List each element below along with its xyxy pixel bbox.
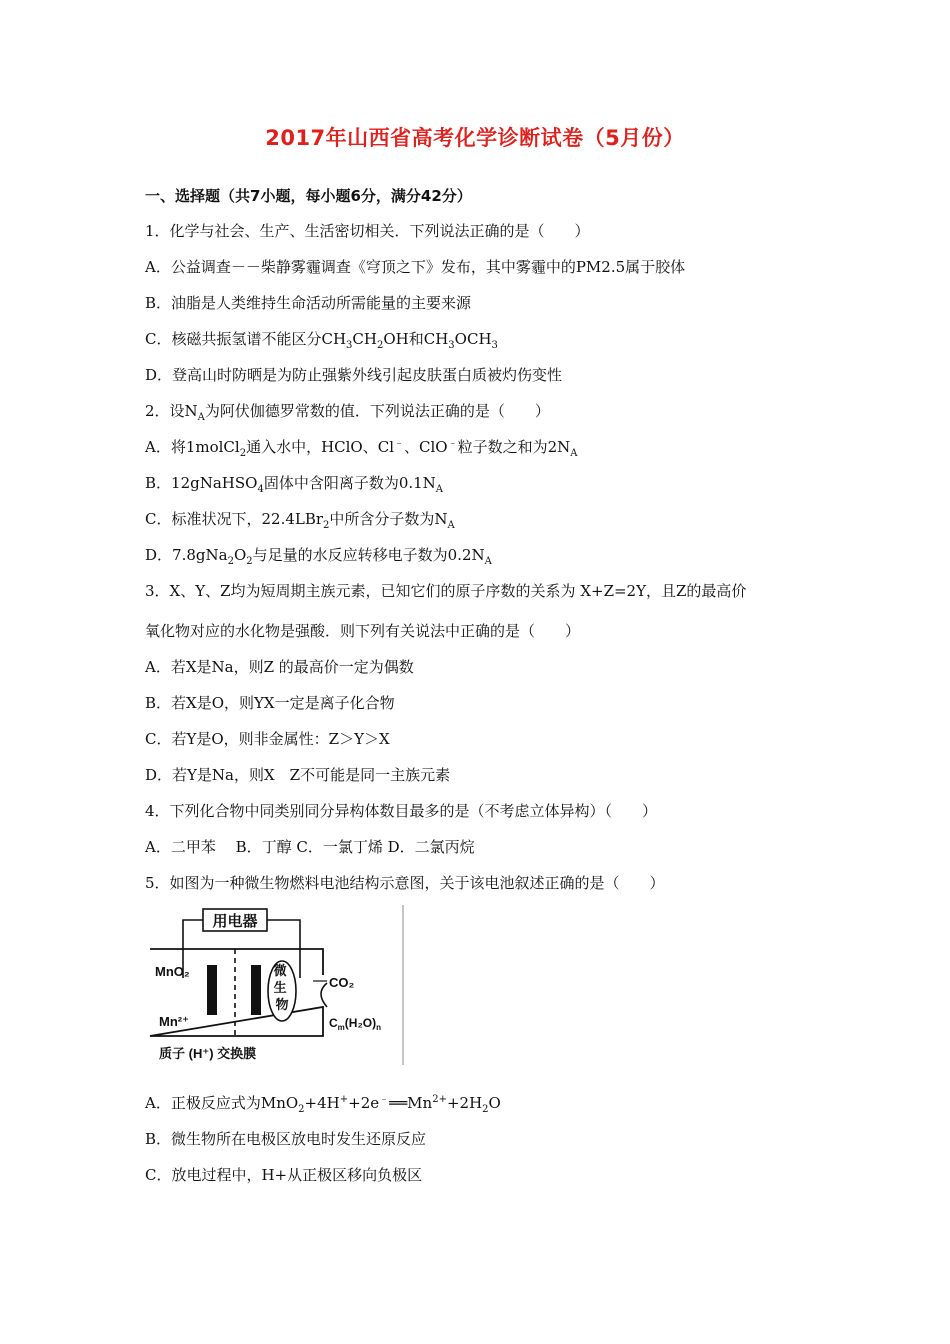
q2-option-c: C．标准状况下，22.4LBr$_2$中所含分子数为$N_A$ (145, 510, 455, 531)
q5-stem: 5．如图为一种微生物燃料电池结构示意图，关于该电池叙述正确的是（ ） (145, 874, 665, 892)
page-title: 2017年山西省高考化学诊断试卷（5月份） (265, 126, 685, 150)
q3-stem-line2: 氧化物对应的水化物是强酸．则下列有关说法中正确的是（ ） (145, 622, 581, 640)
q2-stem: 2．设$N_A$为阿伏伽德罗常数的值．下列说法正确的是（ ） (145, 402, 550, 423)
q4-stem: 4．下列化合物中同类别同分异构体数目最多的是（不考虑立体异构）（ ） (145, 802, 658, 820)
q1-stem: 1．化学与社会、生产、生活密切相关．下列说法正确的是（ ） (145, 222, 590, 240)
membrane-label: 质子 (H⁺) 交换膜 (159, 1046, 257, 1061)
negative-electrode (251, 965, 261, 1015)
q5-option-c: C．放电过程中，H+从正极区移向负极区 (145, 1166, 423, 1184)
q2-option-b: B．12gNaHSO$_4$固体中含阳离子数为$0.1N_A$ (145, 474, 444, 495)
reaction-arrow (321, 983, 327, 1007)
q1-option-b: B．油脂是人类维持生命活动所需能量的主要来源 (145, 294, 472, 312)
q1-option-a: A．公益调查－－柴静雾霾调查《穹顶之下》发布，其中雾霾中的PM2.5属于胶体 (145, 258, 686, 276)
q3-option-a: A．若X是Na，则Z 的最高价一定为偶数 (145, 658, 414, 676)
q3-option-b: B．若X是O，则YX一定是离子化合物 (145, 694, 395, 712)
q5-option-a: A．正极反应式为$MnO_2+4H^++2e^﹣══Mn^{2+}+2H_2O$ (145, 1094, 501, 1115)
device-label: 用电器 (212, 913, 258, 930)
q3-option-c: C．若Y是O，则非金属性：Z＞Y＞X (145, 730, 390, 748)
q1-option-c: C．核磁共振氢谱不能区分$CH_3CH_2OH$和$CH_3OCH_3$ (145, 330, 498, 351)
microbe-label: 微 生 物 (273, 963, 289, 1012)
positive-electrode (207, 965, 217, 1015)
mn-label: Mn²⁺ (159, 1014, 189, 1029)
carbohydrate-label: $C_m(H_2O)_n$ (329, 1016, 382, 1032)
q2-option-d: D．$7.8gNa_2O_2$与足量的水反应转移电子数为$0.2N_A$ (145, 546, 492, 567)
co2-label: CO₂ (329, 975, 355, 990)
q3-option-d: D．若Y是Na，则X Z不可能是同一主族元素 (145, 766, 451, 784)
mno2-label: MnO₂ (155, 964, 190, 979)
section-heading: 一、选择题（共7小题，每小题6分，满分42分） (145, 187, 472, 205)
q4-options: A．二甲苯 B．丁醇 C．一氯丁烯 D．二氯丙烷 (145, 838, 475, 856)
q2-option-a: A．将1molCl$_2$通入水中，HClO、Cl﹣、ClO﹣粒子数之和为$2N_A$ (145, 438, 578, 459)
q1-option-d: D．登高山时防晒是为防止强紫外线引起皮肤蛋白质被灼伤变性 (145, 366, 563, 384)
q5-option-b: B．微生物所在电极区放电时发生还原反应 (145, 1130, 427, 1148)
fuel-cell-diagram (145, 903, 407, 1067)
q3-stem-line1: 3．X、Y、Z均为短周期主族元素，已知它们的原子序数的关系为 X+Z=2Y，且Z的最高价 (145, 582, 747, 600)
